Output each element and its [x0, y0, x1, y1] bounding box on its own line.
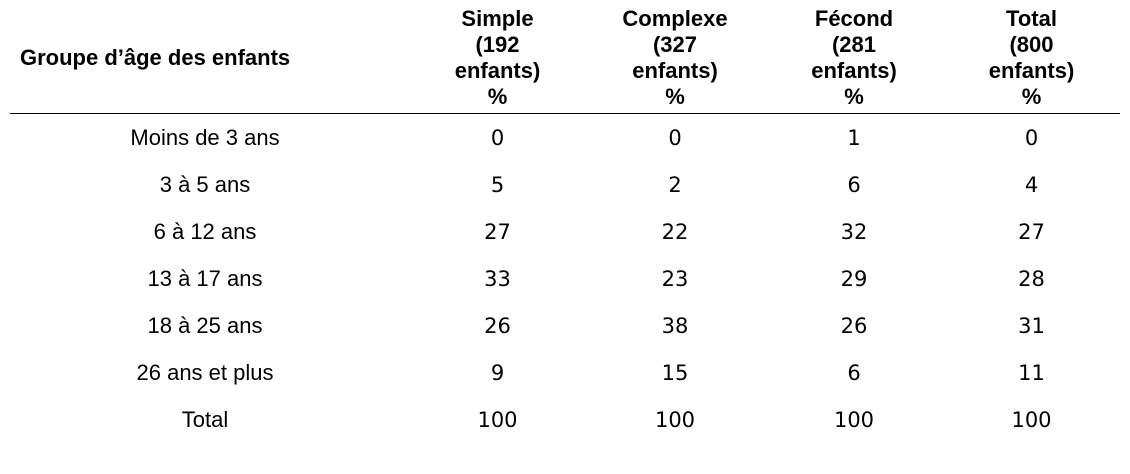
- header-simple-count: (192: [475, 32, 520, 57]
- cell-simple: 33: [484, 266, 511, 291]
- table-row-total: [10, 396, 1120, 443]
- header-total-name: Total: [1006, 6, 1057, 31]
- cell-simple: 0: [490, 125, 505, 150]
- header-fecond-count: (281: [831, 32, 877, 57]
- table-row-3-to-5: [10, 161, 1120, 208]
- header-fecond: [765, 6, 943, 114]
- cell-fecond: 6: [847, 360, 861, 385]
- cell-complexe: 2: [668, 172, 682, 197]
- header-complexe: [585, 6, 765, 114]
- table-row-13-to-17: [10, 255, 1120, 302]
- cell-complexe: 15: [661, 360, 689, 385]
- cell-fecond: 32: [840, 219, 868, 244]
- cell-fecond: 6: [847, 172, 861, 197]
- age-group-table: [10, 6, 1120, 443]
- cell-complexe: 100: [654, 407, 696, 432]
- header-complexe-pct: %: [665, 84, 685, 109]
- cell-simple: 9: [490, 360, 505, 385]
- cell-total: 27: [1018, 219, 1045, 244]
- header-simple-pct: %: [487, 84, 508, 109]
- cell-fecond: 1: [847, 125, 861, 150]
- cell-total: 100: [1011, 407, 1052, 432]
- header-fecond-unit: enfants): [811, 58, 897, 83]
- header-complexe-count: (327: [652, 32, 698, 57]
- cell-simple: 27: [484, 219, 511, 244]
- cell-complexe: 23: [661, 266, 689, 291]
- header-total: [943, 6, 1120, 114]
- table-row-6-to-12: [10, 208, 1120, 255]
- table-body: [10, 114, 1120, 444]
- cell-total: 28: [1018, 266, 1045, 291]
- header-total-count: (800: [1009, 32, 1054, 57]
- cell-simple: 26: [484, 313, 511, 338]
- cell-total: 31: [1018, 313, 1045, 338]
- header-total-unit: enfants): [988, 58, 1075, 83]
- header-fecond-name: Fécond: [814, 6, 894, 31]
- row-label: Moins de 3 ans: [130, 124, 280, 150]
- table-row-26-plus: [10, 349, 1120, 396]
- age-group-table-container: [10, 6, 1120, 443]
- row-label: Total: [181, 406, 229, 432]
- cell-simple: 100: [477, 407, 518, 432]
- cell-total: 4: [1024, 172, 1039, 197]
- cell-complexe: 38: [661, 313, 689, 338]
- header-simple-name: Simple: [461, 6, 534, 31]
- cell-fecond: 29: [840, 266, 868, 291]
- cell-total: 0: [1024, 125, 1039, 150]
- cell-complexe: 0: [668, 125, 682, 150]
- row-label: 3 à 5 ans: [159, 171, 251, 197]
- cell-complexe: 22: [661, 219, 689, 244]
- row-label: 13 à 17 ans: [147, 265, 263, 291]
- cell-simple: 5: [490, 172, 505, 197]
- cell-total: 11: [1018, 360, 1045, 385]
- header-simple: [410, 6, 585, 114]
- cell-fecond: 100: [833, 407, 875, 432]
- table-row-under-3: [10, 114, 1120, 162]
- cell-fecond: 26: [840, 313, 868, 338]
- table-header: [10, 6, 1120, 114]
- row-label: 6 à 12 ans: [153, 218, 257, 244]
- header-age-group: Groupe d’âge des enfants: [10, 6, 410, 114]
- header-complexe-unit: enfants): [632, 58, 718, 83]
- row-label: 26 ans et plus: [136, 359, 274, 385]
- header-total-pct: %: [1021, 84, 1042, 109]
- table-row-18-to-25: [10, 302, 1120, 349]
- header-simple-unit: enfants): [454, 58, 541, 83]
- header-complexe-name: Complexe: [622, 6, 728, 31]
- row-label: 18 à 25 ans: [147, 312, 263, 338]
- header-fecond-pct: %: [844, 84, 864, 109]
- header-row: [10, 6, 1120, 114]
